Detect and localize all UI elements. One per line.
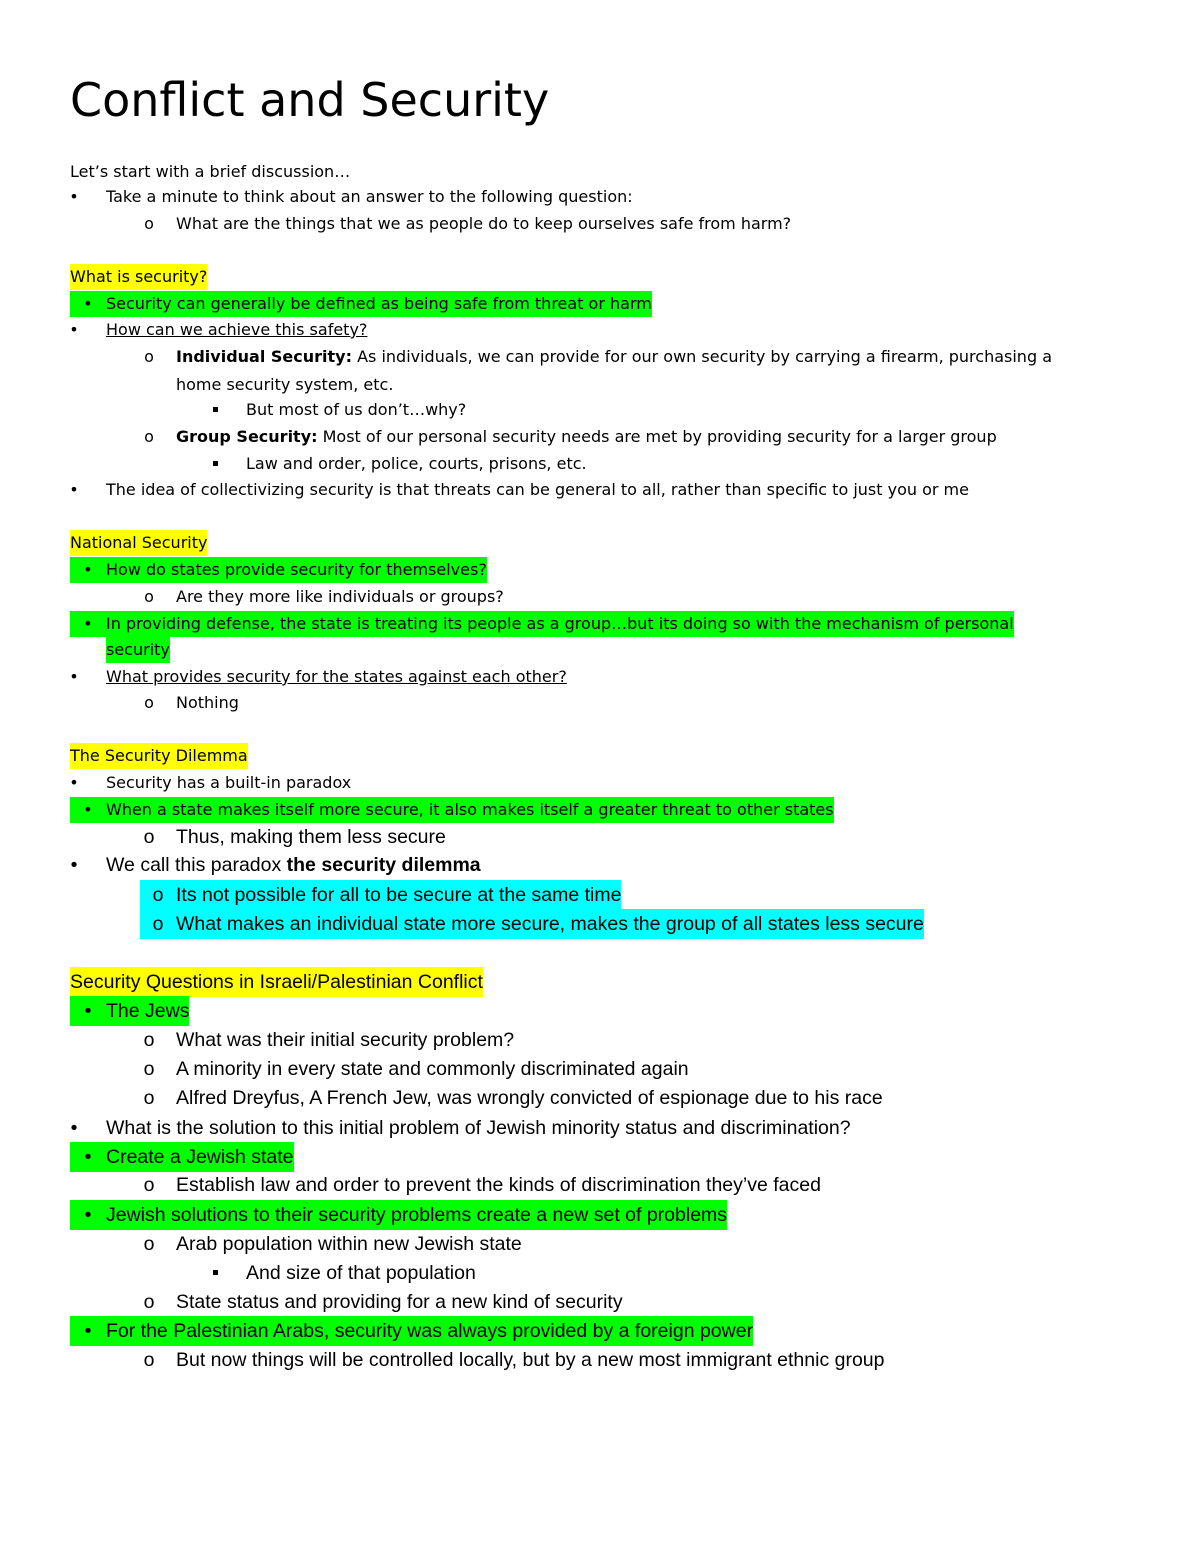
bullet-icon: • <box>70 996 106 1026</box>
circle-bullet-icon: o <box>140 880 176 910</box>
circle-bullet-icon: o <box>143 1349 155 1371</box>
bullet-icon: • <box>70 1316 106 1346</box>
circle-bullet-icon: o <box>140 909 176 939</box>
circle-bullet-icon: o <box>143 1233 155 1255</box>
bullet-icon: • <box>69 667 79 686</box>
circle-bullet-icon: o <box>143 1174 155 1196</box>
bullet-icon: • <box>70 1142 106 1172</box>
circle-bullet-icon: o <box>143 1087 155 1109</box>
bullet-icon: • <box>70 557 106 583</box>
circle-bullet-icon: o <box>144 347 154 366</box>
bullet-icon: • <box>70 1117 78 1139</box>
circle-bullet-icon: o <box>144 693 154 712</box>
circle-bullet-icon: o <box>143 1029 155 1051</box>
bullet-icon: • <box>70 797 106 823</box>
document-title: Conflict and Security <box>70 73 550 127</box>
bullet-icon: • <box>70 1200 106 1230</box>
circle-bullet-icon: o <box>143 1291 155 1313</box>
bullet-icon: • <box>70 854 78 876</box>
square-bullet-icon <box>203 1258 227 1288</box>
bullet-icon: • <box>69 773 79 792</box>
bullet-icon: • <box>70 611 106 637</box>
document-page: Conflict and Security Let’s start with a brief discussion… • Take a minute to think about an answer to the following question: o What are the things that we as people do to keep ourselves safe from harm? What is security? • Security can generally be defined as being safe from threat or harm • How can we achieve this safety? o Individual Security: As individuals, we can provide for our own security by carrying a firearm, purchasing a home security system, etc. But most of us don’t…why? o Group Security: Most of our personal security needs are met by providing security for a larger group Law and order, police, courts, prisons, etc. • The idea of collectivizing security is that threats can be general to all, rather than specific to just you or me National Security • How do states provide security for themselves? o Are they more like individuals or groups? • In providing defense, the state is treating its people as a group…but its doing so with the mechanism of personal security • What provides security for the states against each other? o Nothing The Security Dilemma • Security has a built-in paradox • When a state makes itself more secure, it also makes itself a greater threat to other states o Thus, making them less secure • We call this paradox the security dilemma o Its not possible for all to be secure at the same time o What makes an individual state more secure, makes the group of all states less secure Security Questions in Israeli/Palestinian Conflict • The Jews o What was their initial security problem? o A minority in every state and commonly discriminated again o Alfred Dreyfus, A French Jew, was wrongly convicted of espionage due to his race • What is the solution to this initial problem of Jewish minority status and discrimination? • Create a Jewish state o Establish law and order to prevent the kinds of discrimination they’ve faced • Jewish solutions to their security problems create a new set of problems o Arab population within new Jewish state And size of that population o State status and providing for a new kind of security • For the Palestinian Arabs, security was always provided by a foreign power o But now things will be controlled locally, but by a new most immigrant ethnic group <box>0 0 1200 1553</box>
bullet-icon: • <box>69 187 79 206</box>
circle-bullet-icon: o <box>144 214 154 233</box>
bullet-icon: • <box>69 480 79 499</box>
square-bullet-icon <box>203 451 227 477</box>
bullet-icon: • <box>70 291 106 317</box>
circle-bullet-icon: o <box>143 1058 155 1080</box>
circle-bullet-icon: o <box>143 826 155 848</box>
circle-bullet-icon: o <box>144 587 154 606</box>
square-bullet-icon <box>203 397 227 423</box>
circle-bullet-icon: o <box>144 427 154 446</box>
intro-text: Let’s start with a brief discussion… <box>70 162 351 181</box>
bullet-icon: • <box>69 320 79 339</box>
